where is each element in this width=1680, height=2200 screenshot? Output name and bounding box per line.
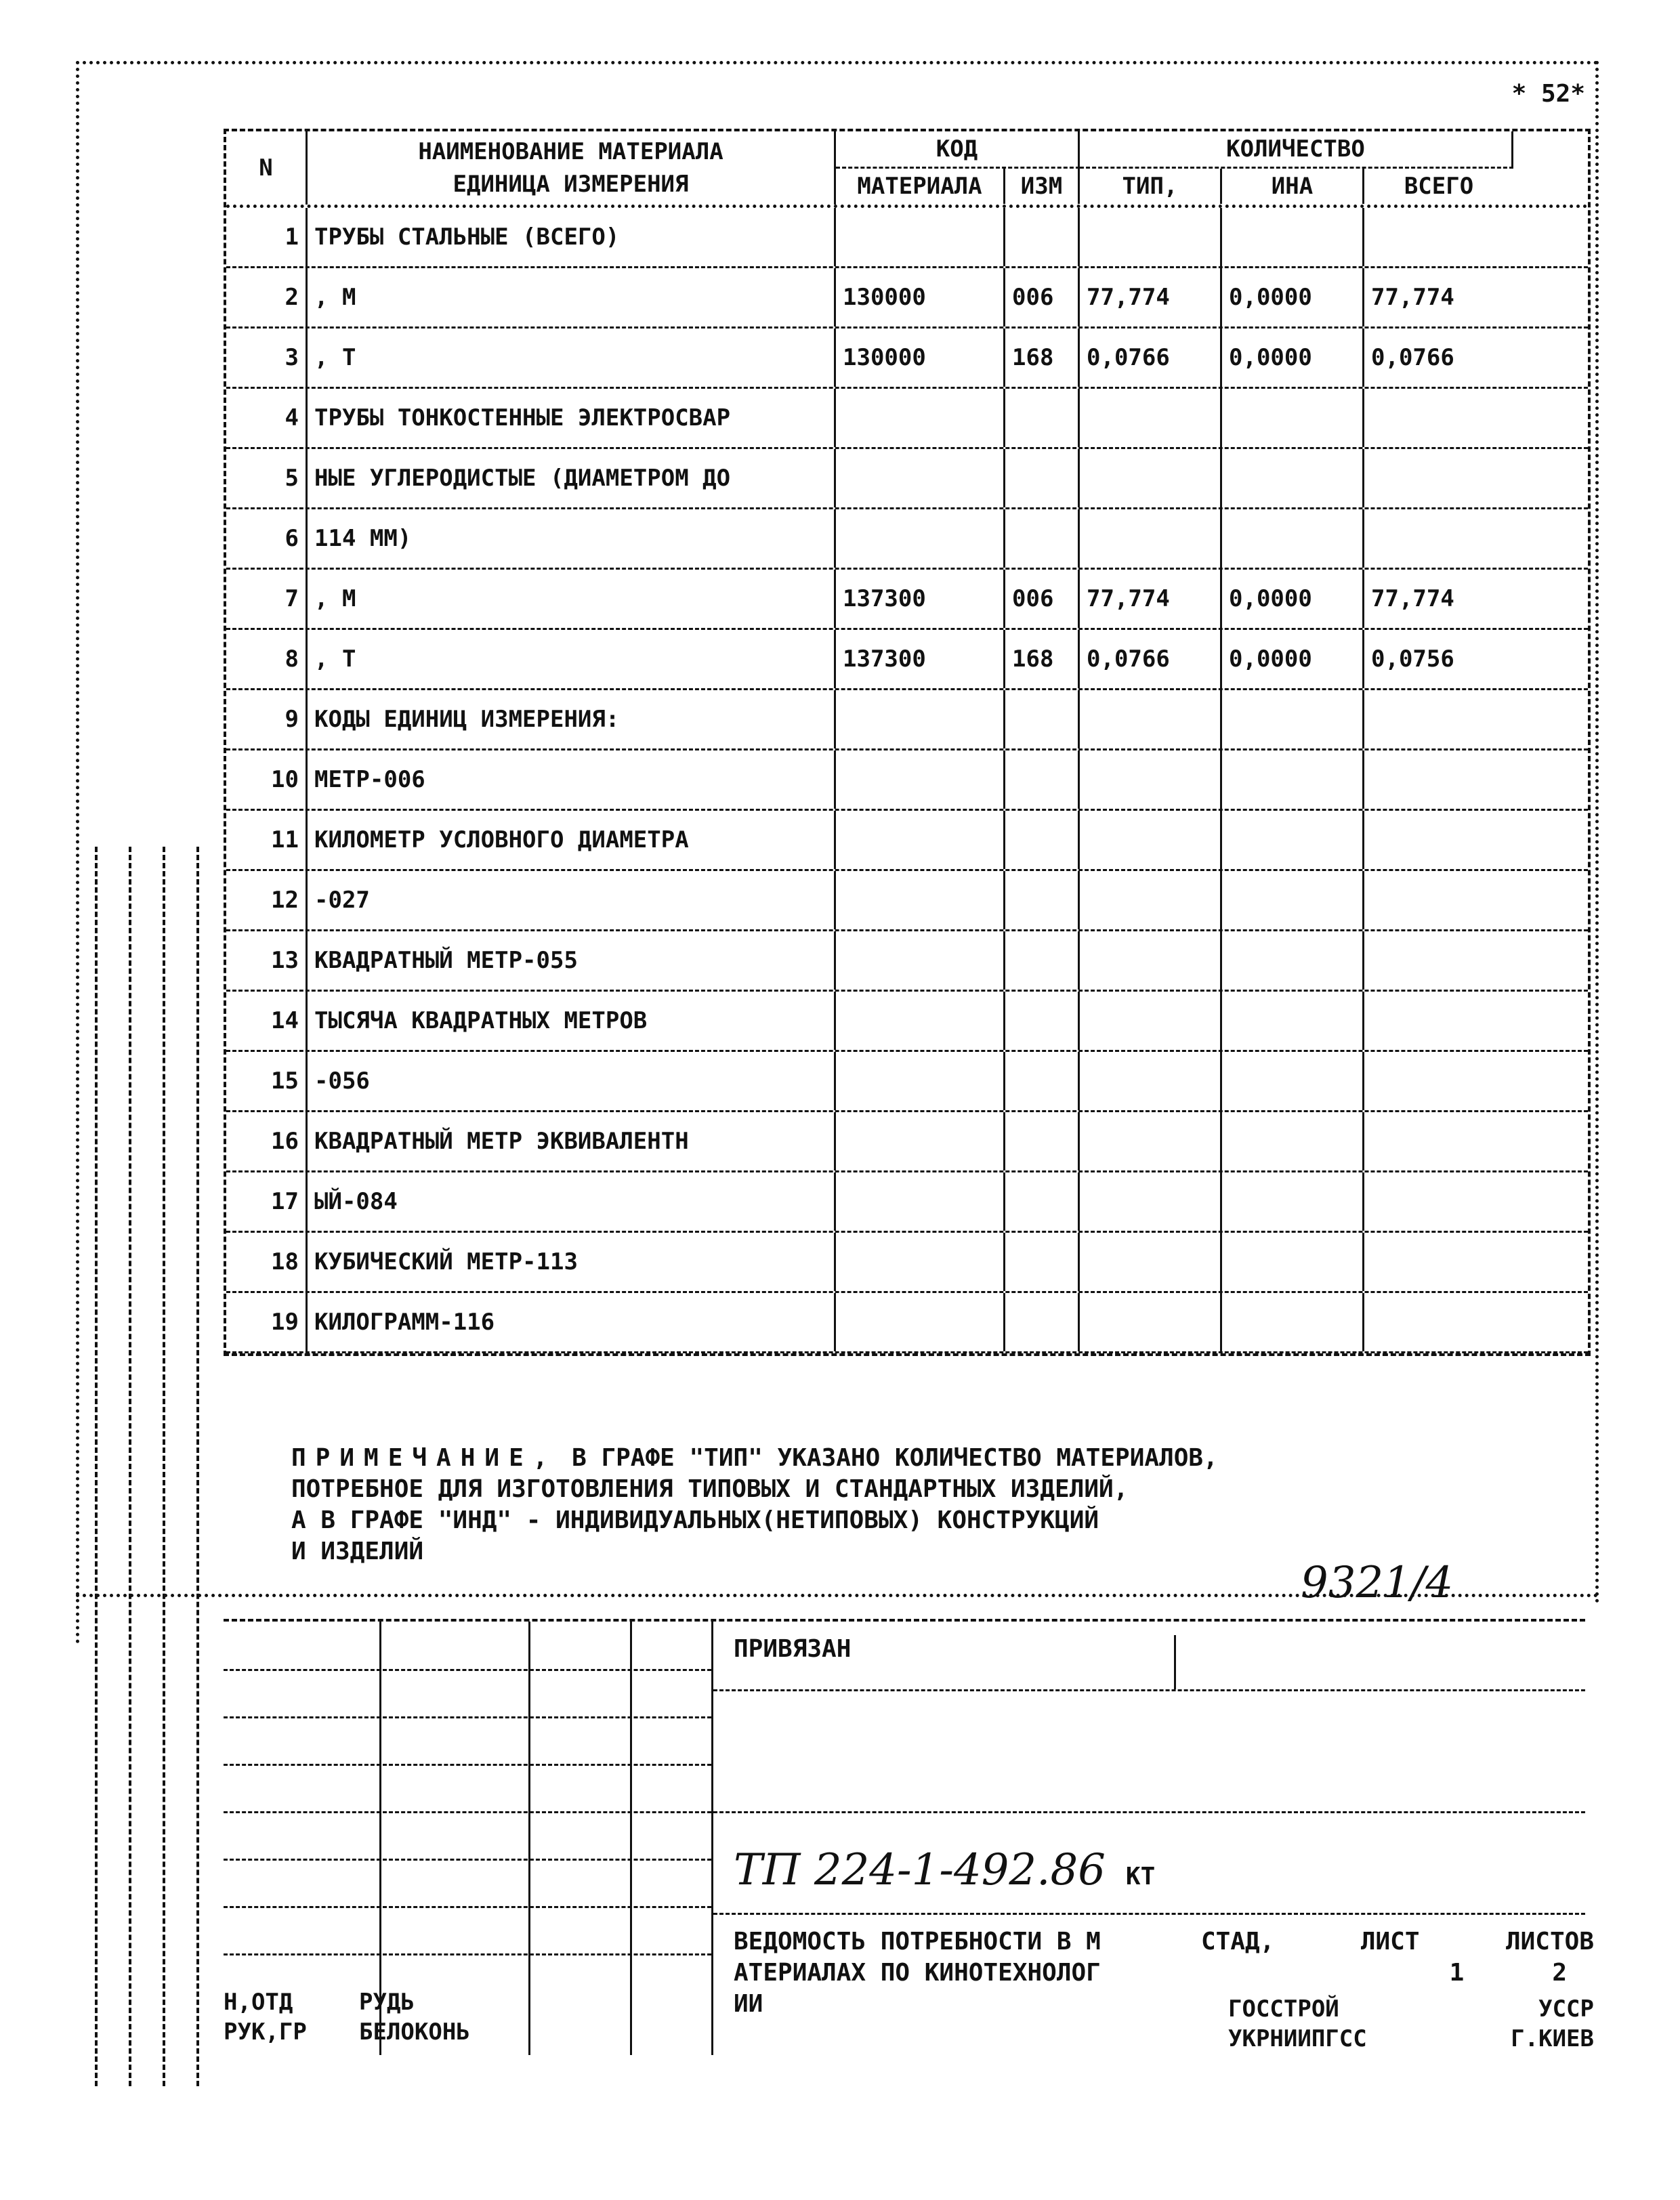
sheet-value: 1 — [1449, 1959, 1465, 1987]
row-name: , М — [308, 268, 836, 326]
row-typ — [1080, 1052, 1222, 1110]
signature-row — [224, 2017, 711, 2047]
row-total — [1364, 449, 1513, 507]
header-material: МАТЕРИАЛА — [836, 169, 1005, 204]
row-ina — [1222, 690, 1364, 748]
row-typ: 0,0766 — [1080, 630, 1222, 688]
org-line1-right: УССР — [1538, 1995, 1594, 2023]
row-total: 0,0756 — [1371, 646, 1454, 673]
note-block — [291, 1443, 1545, 1567]
stamp-hline — [713, 1811, 1585, 1813]
materials-table — [224, 129, 1591, 1356]
row-num: 10 — [226, 750, 308, 809]
table-row — [226, 268, 1588, 329]
row-total — [1364, 871, 1513, 929]
row-total — [1364, 1112, 1513, 1170]
table-row — [226, 690, 1588, 750]
title-line2: АТЕРИАЛАХ ПО КИНОТЕХНОЛОГ — [734, 1959, 1101, 1987]
row-num: 19 — [226, 1293, 308, 1351]
row-name: КВАДРАТНЫЙ МЕТР-055 — [308, 931, 836, 990]
row-unit — [1005, 449, 1080, 507]
row-code — [836, 1052, 1005, 1110]
table-row — [226, 630, 1588, 690]
row-typ — [1080, 389, 1222, 447]
row-name: МЕТР-006 — [308, 750, 836, 809]
row-code — [836, 931, 1005, 990]
row-name: -056 — [308, 1052, 836, 1110]
row-code — [836, 449, 1005, 507]
header-unit: ИЗМ — [1005, 169, 1080, 204]
note-line4: И ИЗДЕЛИЙ — [291, 1538, 424, 1565]
row-code — [836, 1233, 1005, 1291]
row-unit: 006 — [1005, 570, 1080, 628]
row-total — [1364, 1293, 1513, 1351]
row-name: ЫЙ-084 — [308, 1172, 836, 1231]
row-unit — [1005, 1293, 1080, 1351]
row-unit — [1005, 690, 1080, 748]
row-num: 15 — [226, 1052, 308, 1110]
row-code — [836, 1293, 1005, 1351]
row-unit — [1005, 1052, 1080, 1110]
margin-line — [196, 847, 199, 2086]
table-header-grid — [226, 131, 1588, 205]
margin-line — [163, 847, 165, 2086]
sheets-label: ЛИСТОВ — [1505, 1928, 1594, 1955]
row-name: НЫЕ УГЛЕРОДИСТЫЕ (ДИАМЕТРОМ ДО — [308, 449, 836, 507]
frame-right-border — [1595, 61, 1599, 1604]
row-num: 17 — [226, 1172, 308, 1231]
frame-left-border — [76, 61, 79, 1645]
header-name-line2: ЕДИНИЦА ИЗМЕРЕНИЯ — [453, 171, 689, 198]
row-code: 137300 — [836, 630, 1005, 688]
signature-name: БЕЛОКОНЬ — [359, 2018, 470, 2046]
row-code: 130000 — [836, 329, 1005, 387]
org-line1-left: ГОССТРОЙ — [1228, 1995, 1339, 2023]
grid-hline — [224, 1764, 711, 1766]
row-typ — [1080, 1112, 1222, 1170]
row-total — [1364, 208, 1513, 266]
sheets-value: 2 — [1552, 1959, 1567, 1987]
header-num: N — [226, 131, 308, 205]
row-ina — [1222, 509, 1364, 568]
document-title — [734, 1926, 1194, 2020]
table-row — [226, 509, 1588, 570]
privyazan-label: ПРИВЯЗАН — [734, 1635, 852, 1663]
row-unit: 168 — [1005, 630, 1080, 688]
stamp-hline — [713, 1689, 1585, 1691]
row-ina — [1222, 1233, 1364, 1291]
grid-hline — [224, 1953, 711, 1955]
row-ina — [1222, 1172, 1364, 1231]
row-num: 6 — [226, 509, 308, 568]
row-ina: 0,0000 — [1222, 268, 1364, 326]
signature-role: РУК,ГР — [224, 2018, 307, 2046]
binding-margin-marks — [81, 847, 217, 2086]
row-unit — [1005, 1172, 1080, 1231]
row-ina — [1222, 992, 1364, 1050]
row-typ: 77,774 — [1080, 570, 1222, 628]
table-row — [226, 992, 1588, 1052]
margin-line — [95, 847, 98, 2086]
row-num: 5 — [226, 449, 308, 507]
row-code — [836, 389, 1005, 447]
row-total — [1364, 1233, 1513, 1291]
row-num: 14 — [226, 992, 308, 1050]
row-ina — [1222, 449, 1364, 507]
row-typ — [1080, 1233, 1222, 1291]
row-typ: 77,774 — [1080, 268, 1222, 326]
org-line2 — [1228, 2024, 1594, 2054]
row-code — [836, 811, 1005, 869]
stamp-main-area — [711, 1622, 1594, 2055]
row-code — [836, 871, 1005, 929]
row-typ — [1080, 208, 1222, 266]
header-ina: ИНА — [1222, 169, 1364, 204]
grid-hline — [224, 1669, 711, 1671]
row-ina — [1222, 871, 1364, 929]
org-line1 — [1228, 1994, 1594, 2024]
row-typ — [1080, 690, 1222, 748]
row-typ — [1080, 1172, 1222, 1231]
row-name: КВАДРАТНЫЙ МЕТР ЭКВИВАЛЕНТН — [308, 1112, 836, 1170]
table-body — [226, 208, 1588, 1353]
row-ina — [1222, 1112, 1364, 1170]
row-unit — [1005, 1233, 1080, 1291]
row-ina: 0,0000 — [1222, 570, 1364, 628]
row-num: 3 — [226, 329, 308, 387]
table-row — [226, 570, 1588, 630]
note-line3: А В ГРАФЕ "ИНД" - ИНДИВИДУАЛЬНЫХ(НЕТИПОВЫХ) КОНСТРУКЦИЙ — [291, 1506, 1099, 1534]
signatures — [224, 1987, 711, 2047]
signature-name: РУДЬ — [359, 1989, 415, 2016]
sheet-meta-headers — [1201, 1926, 1594, 1958]
sheet-label: ЛИСТ — [1360, 1928, 1420, 1955]
row-total — [1364, 750, 1513, 809]
row-typ — [1080, 992, 1222, 1050]
row-num: 13 — [226, 931, 308, 990]
row-typ: 0,0766 — [1080, 329, 1222, 387]
row-code — [836, 208, 1005, 266]
row-unit — [1005, 750, 1080, 809]
row-unit — [1005, 509, 1080, 568]
row-name: ТЫСЯЧА КВАДРАТНЫХ МЕТРОВ — [308, 992, 836, 1050]
grid-hline — [224, 1859, 711, 1861]
sheet-meta-values — [1201, 1958, 1594, 1989]
row-typ — [1080, 871, 1222, 929]
table-row — [226, 931, 1588, 992]
row-typ — [1080, 509, 1222, 568]
header-quantity: КОЛИЧЕСТВО — [1080, 131, 1513, 169]
table-row — [226, 329, 1588, 389]
table-row — [226, 1172, 1588, 1233]
table-row — [226, 811, 1588, 871]
page-number-value: 52 — [1540, 80, 1571, 108]
grid-hline — [224, 1811, 711, 1813]
note-line1-text: В ГРАФЕ "ТИП" УКАЗАНО КОЛИЧЕСТВО МАТЕРИАЛОВ, — [572, 1444, 1218, 1472]
table-row — [226, 1233, 1588, 1293]
margin-line — [129, 847, 131, 2086]
table-row — [226, 1293, 1588, 1353]
frame-top-border — [76, 61, 1599, 64]
table-row — [226, 389, 1588, 449]
row-code: 130000 — [836, 268, 1005, 326]
row-unit — [1005, 208, 1080, 266]
row-total — [1364, 509, 1513, 568]
row-unit: 168 — [1005, 329, 1080, 387]
row-name: -027 — [308, 871, 836, 929]
row-total — [1364, 992, 1513, 1050]
row-ina — [1222, 1052, 1364, 1110]
row-unit — [1005, 871, 1080, 929]
row-unit — [1005, 389, 1080, 447]
row-name: , М — [308, 570, 836, 628]
row-total — [1364, 931, 1513, 990]
table-header — [226, 131, 1588, 208]
row-ina: 0,0000 — [1222, 329, 1364, 387]
table-row — [226, 1112, 1588, 1172]
signature-role: Н,ОТД — [224, 1989, 293, 2016]
row-ina — [1222, 811, 1364, 869]
row-total — [1364, 690, 1513, 748]
row-ina — [1222, 750, 1364, 809]
table-row — [226, 1052, 1588, 1112]
row-total — [1364, 1172, 1513, 1231]
sheet-meta — [1201, 1926, 1594, 1989]
row-code — [836, 992, 1005, 1050]
row-total — [1364, 389, 1513, 447]
privyazan-divider — [1174, 1635, 1176, 1689]
note-line2: ПОТРЕБНОЕ ДЛЯ ИЗГОТОВЛЕНИЯ ТИПОВЫХ И СТАНДАРТНЫХ ИЗДЕЛИЙ, — [291, 1475, 1129, 1503]
title-line1: ВЕДОМОСТЬ ПОТРЕБНОСТИ В М — [734, 1928, 1101, 1955]
row-typ — [1080, 931, 1222, 990]
row-ina — [1222, 1293, 1364, 1351]
row-num: 1 — [226, 208, 308, 266]
grid-hline — [224, 1716, 711, 1718]
header-name-line1: НАИМЕНОВАНИЕ МАТЕРИАЛА — [418, 138, 723, 165]
signature-row — [224, 1987, 711, 2017]
table-row — [226, 750, 1588, 811]
row-unit — [1005, 1112, 1080, 1170]
table-row — [226, 208, 1588, 268]
org-line2-left: УКРНИИПГСС — [1228, 2025, 1367, 2052]
row-num: 2 — [226, 268, 308, 326]
row-name: КОДЫ ЕДИНИЦ ИЗМЕРЕНИЯ: — [308, 690, 836, 748]
title-line3: ИИ — [734, 1990, 763, 2018]
header-total: ВСЕГО — [1404, 173, 1474, 200]
table-row — [226, 871, 1588, 931]
row-typ — [1080, 750, 1222, 809]
row-total — [1364, 811, 1513, 869]
note-lead: ПРИМЕЧАНИЕ, — [291, 1444, 558, 1472]
row-name: , Т — [308, 630, 836, 688]
row-ina: 0,0000 — [1222, 630, 1364, 688]
row-num: 7 — [226, 570, 308, 628]
org-line2-right: Г.КИЕВ — [1511, 2025, 1594, 2052]
row-code — [836, 690, 1005, 748]
row-total — [1364, 1052, 1513, 1110]
row-code — [836, 750, 1005, 809]
row-ina — [1222, 208, 1364, 266]
page-number: * 52* — [1511, 80, 1585, 108]
row-unit: 006 — [1005, 268, 1080, 326]
header-code: КОД — [836, 131, 1080, 169]
row-code — [836, 1112, 1005, 1170]
row-typ — [1080, 449, 1222, 507]
stamp-hline — [713, 1913, 1585, 1915]
header-typ: ТИП, — [1080, 169, 1222, 204]
row-num: 16 — [226, 1112, 308, 1170]
row-total: 77,774 — [1371, 284, 1454, 311]
row-name: , Т — [308, 329, 836, 387]
row-name: КИЛОМЕТР УСЛОВНОГО ДИАМЕТРА — [308, 811, 836, 869]
row-name: 114 ММ) — [308, 509, 836, 568]
row-total: 77,774 — [1371, 585, 1454, 612]
row-ina — [1222, 389, 1364, 447]
row-total: 0,0766 — [1371, 344, 1454, 371]
note-line1 — [291, 1443, 1545, 1474]
row-typ — [1080, 1293, 1222, 1351]
row-unit — [1005, 811, 1080, 869]
title-block-stamp — [224, 1619, 1594, 2055]
row-code — [836, 509, 1005, 568]
row-num: 8 — [226, 630, 308, 688]
handwritten-number: 9321/4 — [1301, 1558, 1454, 1608]
header-name — [308, 131, 836, 205]
row-unit — [1005, 931, 1080, 990]
row-name: ТРУБЫ ТОНКОСТЕННЫЕ ЭЛЕКТРОСВАР — [308, 389, 836, 447]
stage-label: СТАД, — [1201, 1928, 1275, 1955]
row-ina — [1222, 931, 1364, 990]
organization — [1228, 1994, 1594, 2054]
project-code-suffix: КТ — [1125, 1863, 1156, 1890]
table-row — [226, 449, 1588, 509]
row-unit — [1005, 992, 1080, 1050]
row-code: 137300 — [836, 570, 1005, 628]
stamp-signature-grid — [224, 1622, 711, 2055]
row-typ — [1080, 811, 1222, 869]
row-code — [836, 1172, 1005, 1231]
row-num: 18 — [226, 1233, 308, 1291]
project-code-value: ТП 224-1-492.86 — [734, 1845, 1106, 1895]
row-num: 4 — [226, 389, 308, 447]
row-num: 9 — [226, 690, 308, 748]
row-num: 12 — [226, 871, 308, 929]
row-num: 11 — [226, 811, 308, 869]
row-name: КИЛОГРАММ-116 — [308, 1293, 836, 1351]
grid-hline — [224, 1906, 711, 1908]
row-name: ТРУБЫ СТАЛЬНЫЕ (ВСЕГО) — [308, 208, 836, 266]
project-code — [734, 1845, 1155, 1895]
row-name: КУБИЧЕСКИЙ МЕТР-113 — [308, 1233, 836, 1291]
